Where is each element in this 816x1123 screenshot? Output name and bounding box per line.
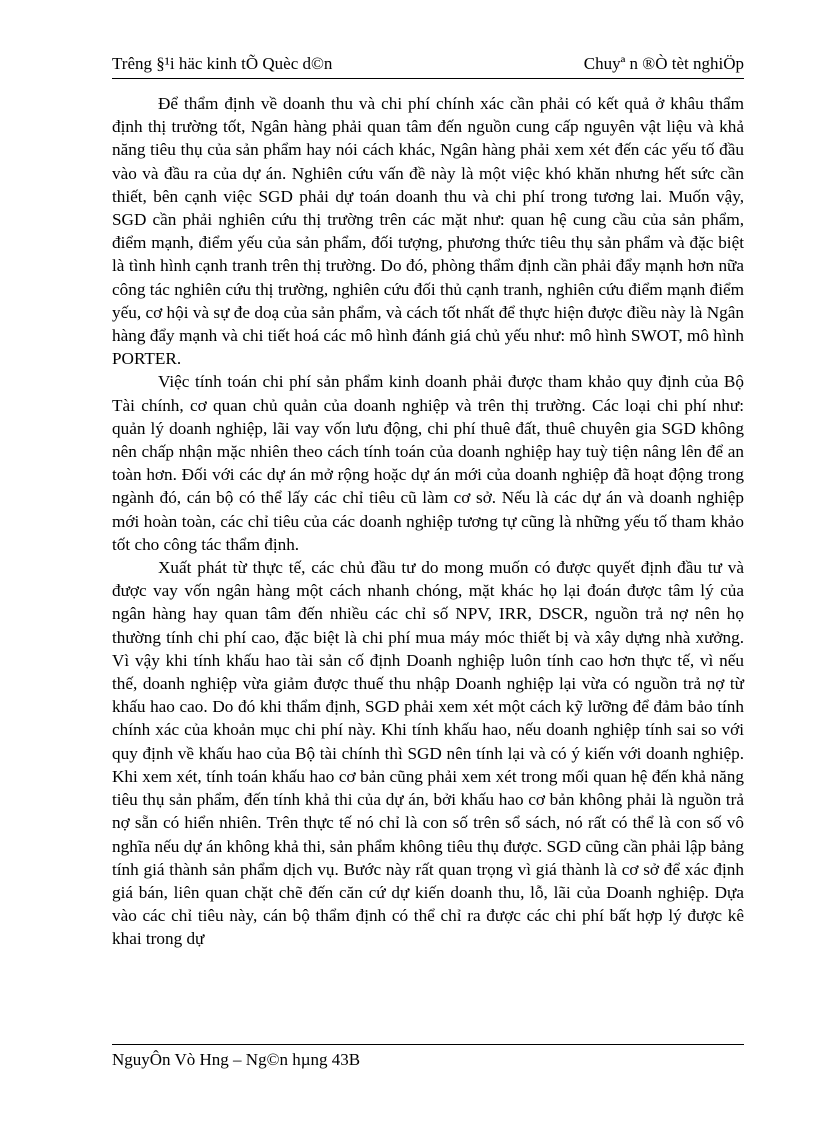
page-header	[112, 54, 744, 79]
header-university: Trêng §¹i häc kinh tÕ Quèc d©n	[112, 54, 333, 73]
paragraph-3: Xuất phát từ thực tế, các chủ đầu tư do mong muốn có được quyết định đầu tư và được vay vốn ngân hàng một cách nhanh chóng, mặt khác họ lại đoán được tâm lý của ngân hàng hay quan tâm đến nhiều các chỉ số NPV, IRR, DSCR, nguồn trả nợ nên họ thường tính chi phí cao, đặc biệt là chi phí mua máy móc thiết bị và xây dựng nhà xưởng. Vì vậy khi tính khấu hao tài sản cố định Doanh nghiệp luôn tính cao hơn thực tế, vì nếu thế, doanh nghiệp vừa giảm được thuế thu nhập Doanh nghiệp lại vừa có nguồn trả nợ từ khấu hao cao. Do đó khi thẩm định, SGD phải xem xét một cách kỹ lưỡng để đảm bảo tính chính xác của khoản mục chi phí này. Khi tính khấu hao, nếu doanh nghiệp tính sai so với quy định về khấu hao của Bộ tài chính thì SGD nên tính lại và có ý kiến với doanh nghiệp. Khi xem xét, tính toán khấu hao cơ bản cũng phải xem xét trong mối quan hệ đến khả năng tiêu thụ sản phẩm, đến tính khả thi của dự án, bởi khấu hao cơ bản không phải là nguồn trả nợ sẵn có hiển nhiên. Trên thực tế nó chỉ là con số trên sổ sách, nó rất có thể là con số vô nghĩa nếu dự án không khả thi, sản phẩm không tiêu thụ được. SGD cũng cần phải lập bảng tính giá thành sản phẩm dịch vụ. Bước này rất quan trọng vì giá thành là cơ sở để xác định giá bán, liên quan chặt chẽ đến căn cứ dự kiến doanh thu, lỗ, lãi của Doanh nghiệp. Dựa vào các chỉ tiêu này, cán bộ thẩm định có thể chỉ ra được các chi phí bất hợp lý được kê khai trong dự	[112, 558, 744, 949]
paragraph-1: Để thẩm định về doanh thu và chi phí chính xác cần phải có kết quả ở khâu thẩm định thị trường tốt, Ngân hàng phải quan tâm đến nguồn cung cấp nguyên vật liệu và khả năng tiêu thụ của sản phẩm hay nói cách khác, Ngân hàng phải xem xét đến các yếu tố đầu vào và đầu ra của dự án. Nghiên cứu vấn đề này là một việc khó khăn nhưng hết sức cần thiết, bên cạnh việc SGD phải dự toán doanh thu và chi phí trong tương lai. Muốn vậy, SGD cần phải nghiên cứu thị trường trên các mặt như: quan hệ cung cầu của sản phẩm, điểm mạnh, điểm yếu của sản phẩm, đối tượng, phương thức tiêu thụ sản phẩm và đặc biệt là tình hình cạnh tranh trên thị trường. Do đó, phòng thẩm định cần phải đẩy mạnh hơn nữa công tác nghiên cứu thị trường, nghiên cứu đối thủ cạnh tranh, nghiên cứu điểm mạnh điểm yếu, cơ hội và sự đe doạ của sản phẩm, và cách tốt nhất để thực hiện được điều này là Ngân hàng đẩy mạnh và chi tiết hoá các mô hình đánh giá chủ yếu như: mô hình SWOT, mô hình PORTER.	[112, 94, 744, 369]
header-document-type: Chuyª n ®Ò tèt nghiÖp	[583, 54, 744, 73]
document-body	[112, 92, 744, 951]
footer-author: NguyÔn Vò Hng – Ng©n hµng 43B	[112, 1050, 361, 1069]
paragraph-2: Việc tính toán chi phí sản phẩm kinh doanh phải được tham khảo quy định của Bộ Tài chính, cơ quan chủ quản của doanh nghiệp và trên thị trường. Các loại chi phí như: quản lý doanh nghiệp, lãi vay vốn lưu động, chi phí thuê đất, thuê chuyên gia SGD không nên chấp nhận mặc nhiên theo cách tính toán của doanh nghiệp hay tuỳ tiện nâng lên để an toàn hơn. Đối với các dự án mở rộng hoặc dự án mới của doanh nghiệp đã hoạt động trong ngành đó, cán bộ có thể lấy các chỉ tiêu cũ làm cơ sở. Nếu là các dự án và doanh nghiệp mới hoàn toàn, các chỉ tiêu của các doanh nghiệp tương tự cũng là những yếu tố tham khảo tốt cho công tác thẩm định.	[112, 372, 744, 554]
page-footer	[112, 1044, 744, 1070]
